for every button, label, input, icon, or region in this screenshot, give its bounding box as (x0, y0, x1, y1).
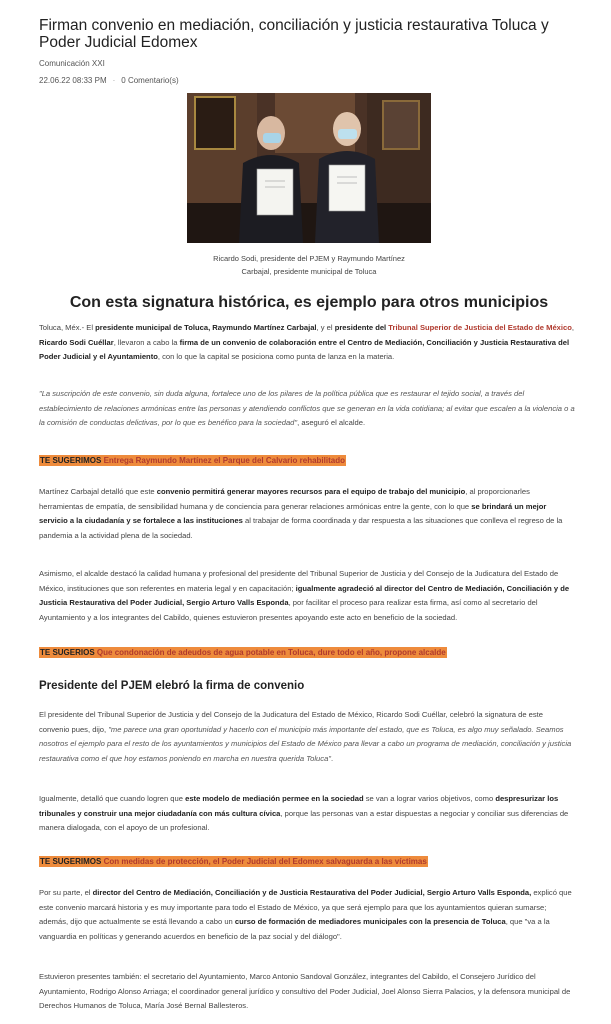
text: , que "va a la vanguardia en políticas y generando acuerdos en beneficio de la paz social y del diálogo". (39, 917, 550, 941)
text: , porque las personas van a estar dispuestas a negociar y conciliar sus diferencias de manera dialogada, con el apoyo de un profesional. (39, 808, 569, 833)
caption-line: Ricardo Sodi, presidente del PJEM y Raymundo Martínez (213, 254, 405, 263)
bold-text: presidente del (334, 323, 389, 332)
article-title: Firman convenio en mediación, conciliación y justicia restaurativa Toluca y Poder Judicial Edomex (39, 17, 549, 51)
text: Martínez Carbajal detalló que este (39, 487, 157, 496)
paragraph-intro (39, 321, 575, 365)
suggestion-link[interactable]: Entrega Raymundo Martínez el Parque del Calvario rehabilitado (103, 456, 345, 465)
text: Por su parte, el (39, 888, 93, 897)
bold-text: se brindará un mejor servicio a la ciudadanía y se fortalece a las instituciones (39, 501, 547, 526)
paragraph-objetivos (39, 792, 575, 836)
text: El presidente del Tribunal Superior de Justicia y del Consejo de la Judicatura del Estado de México, Ricardo Sodi Cuéllar, celebró la signatura de este convenio pues, dijo, (39, 710, 544, 734)
suggestion-banner[interactable] (39, 455, 346, 466)
paragraph-sodi (39, 708, 575, 766)
caption-line: Carbajal, presidente municipal de Toluca (241, 267, 377, 276)
text: Asimismo, el alcalde destacó la calidad humana y profesional del presidente del Tribunal Superior de Justicia y del Consejo de la Judicatura del Estado de México, instituciones que son referentes en materia legal y en capacitación; (39, 569, 559, 593)
text: explicó que este convenio marcará historia y es muy importante para todo el Estado de México, ya que será ejemplo para que los ayuntamientos quieran sumarse; además, dijo que actualmente se está llevando a cabo un (39, 888, 572, 927)
text: , y el (316, 323, 335, 332)
meta-separator: · (112, 76, 116, 85)
text: , con lo que la capital se posiciona como punta de lanza en la materia. (157, 352, 395, 362)
text: Estuvieron presentes también: el secretario del Ayuntamiento, Marco Antonio Sandoval González, integrantes del Cabildo, el Consejero Jurídico del Ayuntamiento, Rodrigo Alonso Arriaga; el coordinador general jurídico y consultivo del Poder Judicial, Joel Alonso Sierra Palacios, y la defensora municipal de Derechos Humanos de Toluca, María José Bernal Ballesteros. (39, 972, 571, 1011)
bold-text: este modelo de mediación permee en la sociedad (185, 794, 364, 803)
bold-red-text: Tribunal Superior de Justicia del Estado de México (388, 323, 572, 332)
paragraph-agradecimiento (39, 567, 575, 625)
text: . (331, 753, 334, 763)
article-author[interactable]: Comunicación XXI (39, 59, 105, 68)
paragraph-valls (39, 886, 575, 944)
suggestion-label: TE SUGERIMOS (40, 456, 102, 465)
text: se van a lograr varios objetivos, como (363, 794, 496, 803)
comments-link[interactable]: 0 Comentario(s) (121, 76, 179, 85)
bold-text: Ricardo Sodi Cuéllar (39, 337, 114, 347)
paragraph-presentes (39, 970, 575, 1014)
text: Igualmente, detalló que cuando logren que (39, 794, 186, 803)
photo-illustration (187, 93, 431, 243)
paragraph-quote-alcalde (39, 387, 575, 431)
text: , llevaron a cabo la (113, 337, 180, 347)
text: , (571, 323, 574, 332)
bold-text: despresurizar los tribunales y construir una mejor ciudadanía con más cultura cívica (39, 794, 559, 818)
photo-caption (187, 252, 431, 278)
suggestion-link[interactable]: Que condonación de adeudos de agua potable en Toluca, dure todo el año, propone alcalde (96, 648, 446, 657)
bold-text: convenio permitirá generar mayores recursos para el equipo de trabajo del municipio (156, 487, 466, 496)
article-date: 22.06.22 08:33 PM (39, 76, 107, 85)
bold-text: presidente municipal de Toluca, Raymundo Martínez Carbajal (95, 323, 317, 332)
quote-text: "La suscripción de este convenio, sin duda alguna, fortalece uno de los pilares de la política pública que es restaurar el tejido social, a través del establecimiento de relaciones armónicas entre las personas y atendiendo conflictos que se generan en la vida cotidiana; al evitar que escalen a la violencia o a la comisión de conductas delictivas, por lo que es benéfico para la sociedad" (39, 389, 575, 428)
text: , por facilitar el proceso para realizar esta firma, así como al secretario del Ayuntamiento y a los integrantes del Cabildo, quienes estuvieron presentes apoyando este acto en beneficio de la sociedad. (39, 598, 538, 622)
section-heading: Presidente del PJEM elebró la firma de convenio (39, 680, 305, 692)
bold-text: igualmente agradeció al director del Centro de Mediación, Conciliación y de Justicia Restaurativa del Poder Judicial, Sergio Arturo Valls Esponda (39, 583, 570, 608)
suggestion-link[interactable]: Con medidas de protección, el Poder Judicial del Edomex salvaguarda a las víctimas (103, 857, 427, 866)
suggestion-label: TE SUGERIMOS (40, 857, 102, 866)
bold-text: director del Centro de Mediación, Conciliación y de Justicia Restaurativa del Poder Judicial, Sergio Arturo Valls Esponda, (92, 888, 532, 897)
article-meta (39, 76, 179, 85)
text: , al proporcionarles herramientas de empatía, de sensibilidad humana y de conciencia para generar relaciones armónicas entre la gente, con lo que (39, 487, 530, 511)
article-subtitle: Con esta signatura histórica, es ejemplo para otros municipios (69, 294, 549, 311)
paragraph-convenio (39, 485, 575, 543)
text: , aseguró el alcalde. (297, 418, 366, 428)
text: Toluca, Méx.- El (39, 323, 96, 332)
bold-text: curso de formación de mediadores municipales con la presencia de Toluca (234, 917, 506, 927)
suggestion-label: TE SUGERIOS (40, 648, 95, 657)
suggestion-banner[interactable] (39, 856, 428, 867)
article-photo (187, 93, 431, 243)
suggestion-banner[interactable] (39, 647, 447, 658)
bold-text: firma de un convenio de colaboración entre el Centro de Mediación, Conciliación y Justicia Restaurativa del Poder Judicial y el Ayuntamiento (39, 337, 570, 362)
text: al trabajar de forma coordinada y dar respuesta a las situaciones que conlleva el regreso de la pandemia a la actividad plena de la sociedad. (39, 516, 563, 540)
quote-text: "me parece una gran oportunidad y hacerlo con el municipio más importante del estado, que es Toluca, es algo muy señalado. Seamos nosotros el ejemplo para el resto de los ayuntamientos y municipios del Estado de México para llevar a cabo un programa de mediación, conciliación y justicia restaurativa como el que hoy estamos poniendo en marcha en nuestra querida Toluca" (39, 724, 572, 763)
